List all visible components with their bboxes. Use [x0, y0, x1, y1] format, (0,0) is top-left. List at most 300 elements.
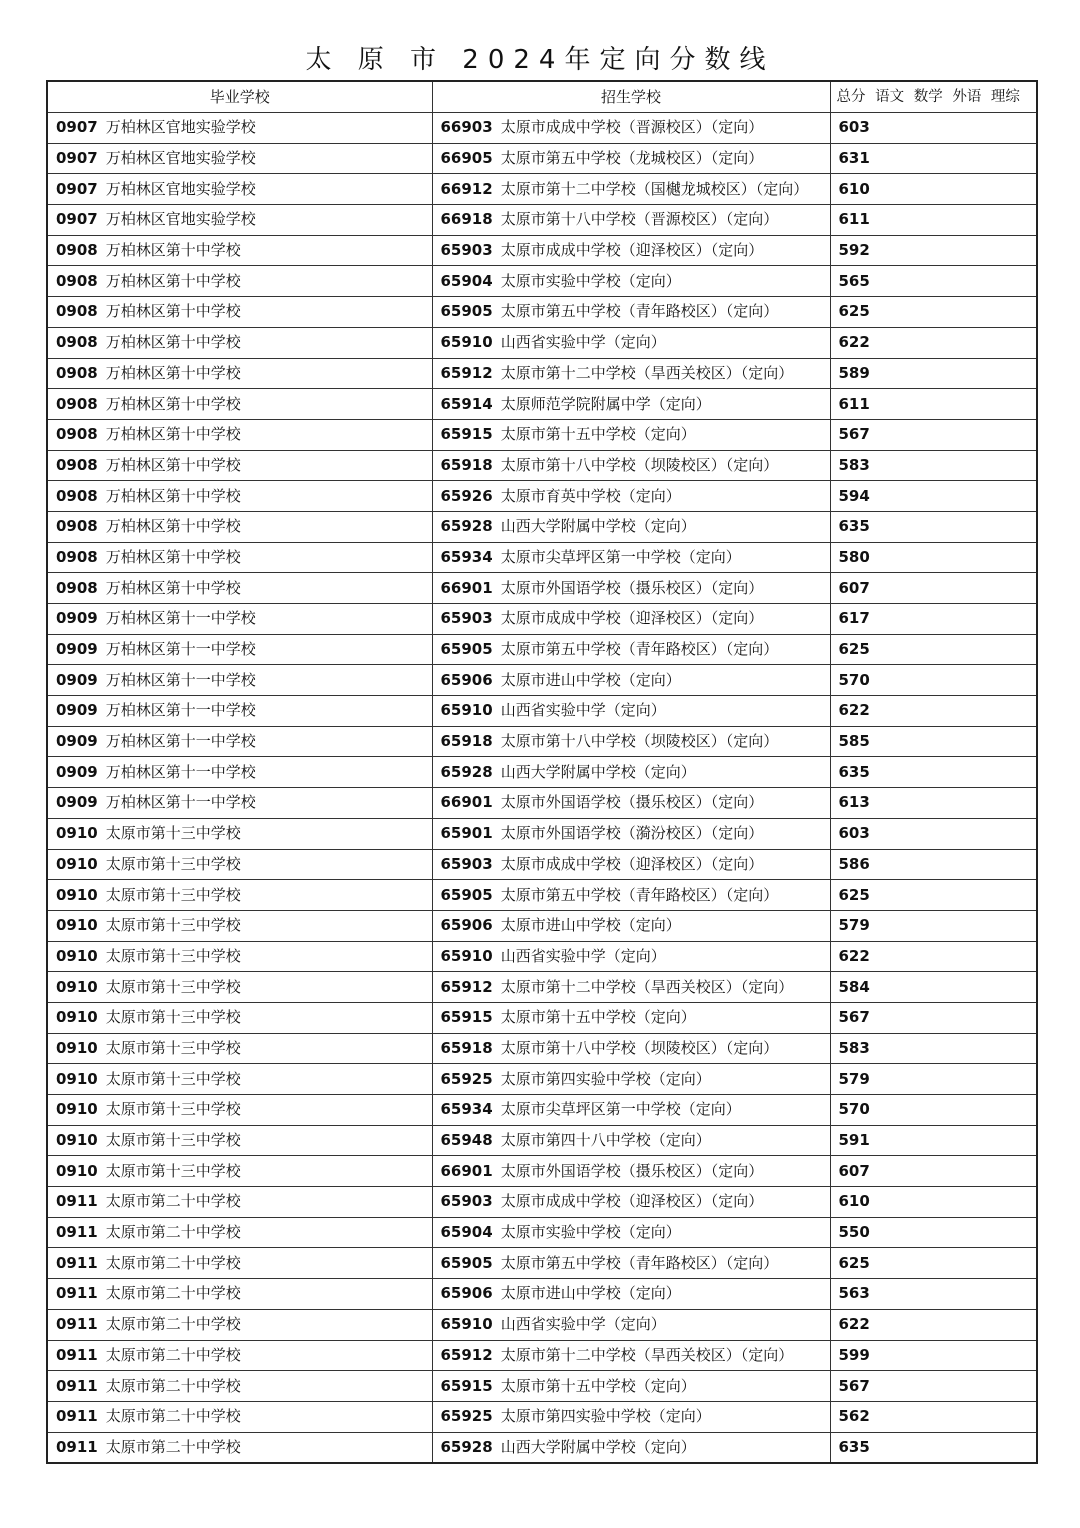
graduate-school-name: 万柏林区第十一中学校: [105, 701, 256, 720]
admitting-school-code: 65906: [440, 916, 493, 935]
total-score: 607: [838, 1161, 870, 1180]
graduate-school-name: 太原市第十三中学校: [105, 1131, 241, 1150]
total-score: 583: [838, 1038, 870, 1057]
graduate-school-cell: [47, 1064, 432, 1095]
total-score: 579: [838, 916, 870, 935]
graduate-school-name: 万柏林区第十一中学校: [105, 732, 256, 751]
admitting-school-code: 65903: [440, 609, 493, 628]
table-row: [47, 849, 1037, 880]
total-score: 586: [838, 854, 870, 873]
score-cell: [830, 1095, 1037, 1126]
graduate-school-code: 0910: [56, 1100, 98, 1119]
score-cell: [830, 818, 1037, 849]
admitting-school-code: 65914: [440, 394, 493, 413]
total-score: 622: [838, 1315, 870, 1334]
graduate-school-cell: [47, 1248, 432, 1279]
table-row: [47, 1156, 1037, 1187]
admitting-school-code: 65910: [440, 1315, 493, 1334]
admitting-school-name: 太原市外国语学校（漪汾校区）（定向）: [500, 824, 764, 843]
score-cell: [830, 910, 1037, 941]
score-cell: [830, 511, 1037, 542]
graduate-school-name: 太原市第十三中学校: [105, 1161, 241, 1180]
admitting-school-cell: [432, 788, 830, 819]
graduate-school-name: 太原市第十三中学校: [105, 885, 241, 904]
score-cell: [830, 880, 1037, 911]
graduate-school-name: 太原市第十三中学校: [105, 916, 241, 935]
table-row: [47, 143, 1037, 174]
admitting-school-cell: [432, 941, 830, 972]
admitting-school-cell: [432, 573, 830, 604]
total-score: 625: [838, 885, 870, 904]
graduate-school-name: 万柏林区第十中学校: [105, 394, 241, 413]
admitting-school-code: 65904: [440, 1223, 493, 1242]
score-cell: [830, 972, 1037, 1003]
graduate-school-name: 太原市第二十中学校: [105, 1192, 241, 1211]
graduate-school-name: 太原市第二十中学校: [105, 1345, 241, 1364]
graduate-school-name: 万柏林区第十一中学校: [105, 762, 256, 781]
admitting-school-name: 太原市成成中学校（迎泽校区）（定向）: [500, 609, 764, 628]
graduate-school-cell: [47, 1279, 432, 1310]
admitting-school-cell: [432, 389, 830, 420]
total-score: 625: [838, 302, 870, 321]
graduate-school-cell: [47, 1340, 432, 1371]
score-cell: [830, 327, 1037, 358]
graduate-school-cell: [47, 573, 432, 604]
admitting-school-name: 太原市第四十八中学校（定向）: [500, 1131, 711, 1150]
total-score: 625: [838, 640, 870, 659]
score-cell: [830, 297, 1037, 328]
table-header-row: [47, 81, 1037, 113]
admitting-school-name: 太原市第十八中学校（坝陵校区）（定向）: [500, 732, 779, 751]
table-row: [47, 1371, 1037, 1402]
graduate-school-name: 万柏林区第十一中学校: [105, 640, 256, 659]
admitting-school-code: 65905: [440, 640, 493, 659]
admitting-school-name: 太原市第十二中学校（旱西关校区）（定向）: [500, 363, 794, 382]
table-row: [47, 696, 1037, 727]
graduate-school-name: 太原市第二十中学校: [105, 1437, 241, 1456]
admitting-school-name: 太原市尖草坪区第一中学校（定向）: [500, 547, 741, 566]
graduate-school-code: 0910: [56, 1008, 98, 1027]
graduate-school-code: 0909: [56, 762, 98, 781]
admitting-school-name: 太原市第十二中学校（国樾龙城校区）（定向）: [500, 179, 809, 198]
admitting-school-name: 太原市成成中学校（晋源校区）（定向）: [500, 118, 764, 137]
table-row: [47, 450, 1037, 481]
graduate-school-cell: [47, 1187, 432, 1218]
admitting-school-name: 太原市第四实验中学校（定向）: [500, 1069, 711, 1088]
graduate-school-cell: [47, 665, 432, 696]
total-score: 599: [838, 1345, 870, 1364]
graduate-school-cell: [47, 389, 432, 420]
table-row: [47, 358, 1037, 389]
admitting-school-code: 65910: [440, 946, 493, 965]
graduate-school-cell: [47, 818, 432, 849]
graduate-school-name: 万柏林区第十一中学校: [105, 793, 256, 812]
admitting-school-code: 65903: [440, 241, 493, 260]
graduate-school-code: 0911: [56, 1407, 98, 1426]
admitting-school-code: 65903: [440, 1192, 493, 1211]
total-score: 625: [838, 1253, 870, 1272]
graduate-school-name: 万柏林区第十中学校: [105, 547, 241, 566]
graduate-school-cell: [47, 880, 432, 911]
admitting-school-cell: [432, 665, 830, 696]
admitting-school-cell: [432, 972, 830, 1003]
graduate-school-name: 万柏林区官地实验学校: [105, 149, 256, 168]
graduate-school-code: 0911: [56, 1376, 98, 1395]
admitting-school-code: 65928: [440, 1437, 493, 1456]
score-cell: [830, 235, 1037, 266]
graduate-school-name: 太原市第十三中学校: [105, 977, 241, 996]
graduate-school-cell: [47, 941, 432, 972]
graduate-school-cell: [47, 481, 432, 512]
table-row: [47, 1033, 1037, 1064]
total-score: 622: [838, 333, 870, 352]
graduate-school-name: 万柏林区第十中学校: [105, 486, 241, 505]
admitting-school-cell: [432, 511, 830, 542]
admitting-school-code: 65910: [440, 701, 493, 720]
table-row: [47, 941, 1037, 972]
admitting-school-code: 66901: [440, 1161, 493, 1180]
total-score: 610: [838, 179, 870, 198]
score-cell: [830, 1156, 1037, 1187]
graduate-school-cell: [47, 1095, 432, 1126]
admitting-school-code: 65918: [440, 455, 493, 474]
score-cell: [830, 1401, 1037, 1432]
graduate-school-code: 0911: [56, 1192, 98, 1211]
table-row: [47, 174, 1037, 205]
admitting-school-cell: [432, 1156, 830, 1187]
graduate-school-code: 0910: [56, 824, 98, 843]
admitting-school-cell: [432, 1187, 830, 1218]
header-graduate-school: 毕业学校: [47, 81, 432, 113]
table-row: [47, 665, 1037, 696]
table-row: [47, 1064, 1037, 1095]
admitting-school-name: 太原市育英中学校（定向）: [500, 486, 681, 505]
admitting-school-code: 65912: [440, 363, 493, 382]
admitting-school-name: 太原市第十五中学校（定向）: [500, 1376, 696, 1395]
admitting-school-cell: [432, 818, 830, 849]
total-score: 622: [838, 701, 870, 720]
graduate-school-code: 0908: [56, 302, 98, 321]
admitting-school-cell: [432, 910, 830, 941]
graduate-school-code: 0908: [56, 425, 98, 444]
table-row: [47, 1217, 1037, 1248]
total-score: 584: [838, 977, 870, 996]
score-cell: [830, 696, 1037, 727]
total-score: 592: [838, 241, 870, 260]
table-row: [47, 910, 1037, 941]
graduate-school-cell: [47, 327, 432, 358]
admitting-school-name: 太原市成成中学校（迎泽校区）（定向）: [500, 241, 764, 260]
admitting-school-code: 65934: [440, 1100, 493, 1119]
graduate-school-code: 0911: [56, 1253, 98, 1272]
score-cell: [830, 450, 1037, 481]
table-row: [47, 818, 1037, 849]
graduate-school-code: 0910: [56, 946, 98, 965]
graduate-school-name: 万柏林区第十中学校: [105, 455, 241, 474]
graduate-school-cell: [47, 1401, 432, 1432]
table-row: [47, 634, 1037, 665]
admitting-school-code: 65904: [440, 271, 493, 290]
score-cell: [830, 1187, 1037, 1218]
graduate-school-code: 0907: [56, 149, 98, 168]
graduate-school-cell: [47, 788, 432, 819]
graduate-school-cell: [47, 757, 432, 788]
graduate-school-name: 太原市第十三中学校: [105, 946, 241, 965]
score-cell: [830, 358, 1037, 389]
total-score: 563: [838, 1284, 870, 1303]
admitting-school-name: 太原市第十八中学校（坝陵校区）（定向）: [500, 455, 779, 474]
graduate-school-code: 0910: [56, 854, 98, 873]
graduate-school-cell: [47, 1217, 432, 1248]
total-score: 603: [838, 824, 870, 843]
total-score: 583: [838, 455, 870, 474]
score-cell: [830, 1033, 1037, 1064]
table-row: [47, 1279, 1037, 1310]
admitting-school-name: 太原市外国语学校（摄乐校区）（定向）: [500, 1161, 764, 1180]
graduate-school-cell: [47, 849, 432, 880]
graduate-school-cell: [47, 1309, 432, 1340]
graduate-school-cell: [47, 143, 432, 174]
admitting-school-name: 太原市第十五中学校（定向）: [500, 425, 696, 444]
graduate-school-name: 太原市第二十中学校: [105, 1376, 241, 1395]
graduate-school-cell: [47, 235, 432, 266]
admitting-school-code: 65905: [440, 302, 493, 321]
graduate-school-name: 太原市第十三中学校: [105, 1069, 241, 1088]
graduate-school-code: 0908: [56, 547, 98, 566]
graduate-school-cell: [47, 910, 432, 941]
admitting-school-name: 太原市外国语学校（摄乐校区）（定向）: [500, 578, 764, 597]
admitting-school-cell: [432, 1248, 830, 1279]
score-cell: [830, 113, 1037, 144]
admitting-school-name: 太原市第十二中学校（旱西关校区）（定向）: [500, 977, 794, 996]
admitting-school-cell: [432, 1309, 830, 1340]
total-score: 550: [838, 1223, 870, 1242]
total-score: 570: [838, 1100, 870, 1119]
admitting-school-code: 65928: [440, 762, 493, 781]
graduate-school-code: 0907: [56, 118, 98, 137]
total-score: 617: [838, 609, 870, 628]
admitting-school-cell: [432, 450, 830, 481]
graduate-school-code: 0907: [56, 179, 98, 198]
total-score: 565: [838, 271, 870, 290]
admitting-school-cell: [432, 481, 830, 512]
admitting-school-name: 山西省实验中学（定向）: [500, 333, 666, 352]
score-cell: [830, 1064, 1037, 1095]
admitting-school-name: 太原市第五中学校（青年路校区）（定向）: [500, 885, 779, 904]
admitting-school-code: 65906: [440, 670, 493, 689]
admitting-school-name: 太原市第四实验中学校（定向）: [500, 1407, 711, 1426]
graduate-school-code: 0911: [56, 1315, 98, 1334]
admitting-school-cell: [432, 1125, 830, 1156]
graduate-school-cell: [47, 1432, 432, 1463]
graduate-school-cell: [47, 511, 432, 542]
total-score: 611: [838, 210, 870, 229]
graduate-school-code: 0909: [56, 793, 98, 812]
table-row: [47, 726, 1037, 757]
table-row: [47, 1309, 1037, 1340]
graduate-school-code: 0910: [56, 977, 98, 996]
admitting-school-cell: [432, 1401, 830, 1432]
admitting-school-cell: [432, 327, 830, 358]
graduate-school-name: 万柏林区第十中学校: [105, 578, 241, 597]
graduate-school-cell: [47, 1033, 432, 1064]
table-row: [47, 235, 1037, 266]
admitting-school-name: 太原市第十二中学校（旱西关校区）（定向）: [500, 1345, 794, 1364]
graduate-school-code: 0910: [56, 1069, 98, 1088]
admitting-school-cell: [432, 849, 830, 880]
admitting-school-name: 太原市成成中学校（迎泽校区）（定向）: [500, 1192, 764, 1211]
score-cell: [830, 634, 1037, 665]
admitting-school-name: 太原市第十八中学校（坝陵校区）（定向）: [500, 1038, 779, 1057]
graduate-school-code: 0911: [56, 1223, 98, 1242]
admitting-school-name: 太原市实验中学校（定向）: [500, 271, 681, 290]
graduate-school-code: 0911: [56, 1437, 98, 1456]
admitting-school-cell: [432, 174, 830, 205]
admitting-school-name: 太原市第五中学校（龙城校区）（定向）: [500, 149, 764, 168]
admitting-school-name: 山西省实验中学（定向）: [500, 1315, 666, 1334]
score-cell: [830, 1248, 1037, 1279]
table-row: [47, 1002, 1037, 1033]
admitting-school-code: 65918: [440, 732, 493, 751]
graduate-school-name: 万柏林区官地实验学校: [105, 118, 256, 137]
graduate-school-code: 0911: [56, 1345, 98, 1364]
admitting-school-code: 66903: [440, 118, 493, 137]
graduate-school-name: 万柏林区官地实验学校: [105, 179, 256, 198]
score-cell: [830, 941, 1037, 972]
graduate-school-name: 万柏林区官地实验学校: [105, 210, 256, 229]
admitting-school-cell: [432, 1095, 830, 1126]
admitting-school-code: 65934: [440, 547, 493, 566]
score-cell: [830, 665, 1037, 696]
admitting-school-name: 山西省实验中学（定向）: [500, 946, 666, 965]
score-cell: [830, 205, 1037, 236]
table-row: [47, 1248, 1037, 1279]
total-score: 567: [838, 1376, 870, 1395]
score-cell: [830, 573, 1037, 604]
admitting-school-name: 太原市成成中学校（迎泽校区）（定向）: [500, 854, 764, 873]
total-score: 589: [838, 363, 870, 382]
admitting-school-code: 65915: [440, 1376, 493, 1395]
graduate-school-cell: [47, 450, 432, 481]
graduate-school-code: 0908: [56, 517, 98, 536]
total-score: 631: [838, 149, 870, 168]
table-row: [47, 511, 1037, 542]
score-cell: [830, 1340, 1037, 1371]
table-row: [47, 972, 1037, 1003]
admitting-school-name: 太原市第五中学校（青年路校区）（定向）: [500, 1253, 779, 1272]
graduate-school-cell: [47, 1371, 432, 1402]
admitting-school-cell: [432, 634, 830, 665]
table-row: [47, 573, 1037, 604]
score-cell: [830, 1432, 1037, 1463]
total-score: 579: [838, 1069, 870, 1088]
table-row: [47, 205, 1037, 236]
table-row: [47, 481, 1037, 512]
admitting-school-code: 65925: [440, 1407, 493, 1426]
admitting-school-cell: [432, 297, 830, 328]
table-row: [47, 113, 1037, 144]
admitting-school-cell: [432, 1217, 830, 1248]
admitting-school-name: 山西大学附属中学校（定向）: [500, 517, 696, 536]
admitting-school-cell: [432, 143, 830, 174]
admitting-school-code: 65928: [440, 517, 493, 536]
total-score: 585: [838, 732, 870, 751]
graduate-school-name: 太原市第二十中学校: [105, 1284, 241, 1303]
total-score: 591: [838, 1131, 870, 1150]
graduate-school-code: 0909: [56, 701, 98, 720]
score-cell: [830, 143, 1037, 174]
total-score: 603: [838, 118, 870, 137]
graduate-school-code: 0910: [56, 1038, 98, 1057]
score-cell: [830, 849, 1037, 880]
graduate-school-name: 太原市第十三中学校: [105, 854, 241, 873]
graduate-school-cell: [47, 1002, 432, 1033]
graduate-school-name: 万柏林区第十中学校: [105, 302, 241, 321]
total-score: 567: [838, 425, 870, 444]
admitting-school-name: 太原市第五中学校（青年路校区）（定向）: [500, 302, 779, 321]
graduate-school-name: 太原市第二十中学校: [105, 1223, 241, 1242]
graduate-school-cell: [47, 972, 432, 1003]
admitting-school-name: 太原市进山中学校（定向）: [500, 670, 681, 689]
score-cell: [830, 757, 1037, 788]
graduate-school-code: 0908: [56, 455, 98, 474]
admitting-school-cell: [432, 205, 830, 236]
admitting-school-code: 65912: [440, 1345, 493, 1364]
page-title: 太 原 市 2024年定向分数线: [305, 45, 775, 75]
graduate-school-cell: [47, 266, 432, 297]
admitting-school-name: 太原师范学院附属中学（定向）: [500, 394, 711, 413]
graduate-school-cell: [47, 205, 432, 236]
admitting-school-code: 65925: [440, 1069, 493, 1088]
graduate-school-cell: [47, 634, 432, 665]
total-score: 613: [838, 793, 870, 812]
score-cell: [830, 542, 1037, 573]
graduate-school-code: 0910: [56, 885, 98, 904]
admitting-school-name: 山西大学附属中学校（定向）: [500, 1437, 696, 1456]
total-score: 610: [838, 1192, 870, 1211]
admitting-school-cell: [432, 113, 830, 144]
total-score: 580: [838, 547, 870, 566]
header-admitting-school: 招生学校: [432, 81, 830, 113]
admitting-school-code: 66901: [440, 793, 493, 812]
admitting-school-name: 太原市尖草坪区第一中学校（定向）: [500, 1100, 741, 1119]
admitting-school-code: 65926: [440, 486, 493, 505]
total-score: 570: [838, 670, 870, 689]
admitting-school-cell: [432, 235, 830, 266]
score-cell: [830, 174, 1037, 205]
admitting-school-code: 65948: [440, 1131, 493, 1150]
graduate-school-code: 0909: [56, 670, 98, 689]
graduate-school-name: 太原市第十三中学校: [105, 824, 241, 843]
score-cell: [830, 1002, 1037, 1033]
admitting-school-code: 66912: [440, 179, 493, 198]
score-cell: [830, 1371, 1037, 1402]
admitting-school-cell: [432, 726, 830, 757]
total-score: 611: [838, 394, 870, 413]
graduate-school-name: 太原市第十三中学校: [105, 1100, 241, 1119]
table-row: [47, 1432, 1037, 1463]
admitting-school-code: 66918: [440, 210, 493, 229]
table-row: [47, 880, 1037, 911]
admitting-school-cell: [432, 1432, 830, 1463]
admitting-school-name: 山西省实验中学（定向）: [500, 701, 666, 720]
graduate-school-cell: [47, 358, 432, 389]
admitting-school-name: 太原市第五中学校（青年路校区）（定向）: [500, 640, 779, 659]
graduate-school-code: 0908: [56, 578, 98, 597]
graduate-school-code: 0910: [56, 916, 98, 935]
score-cell: [830, 1279, 1037, 1310]
graduate-school-name: 太原市第十三中学校: [105, 1008, 241, 1027]
